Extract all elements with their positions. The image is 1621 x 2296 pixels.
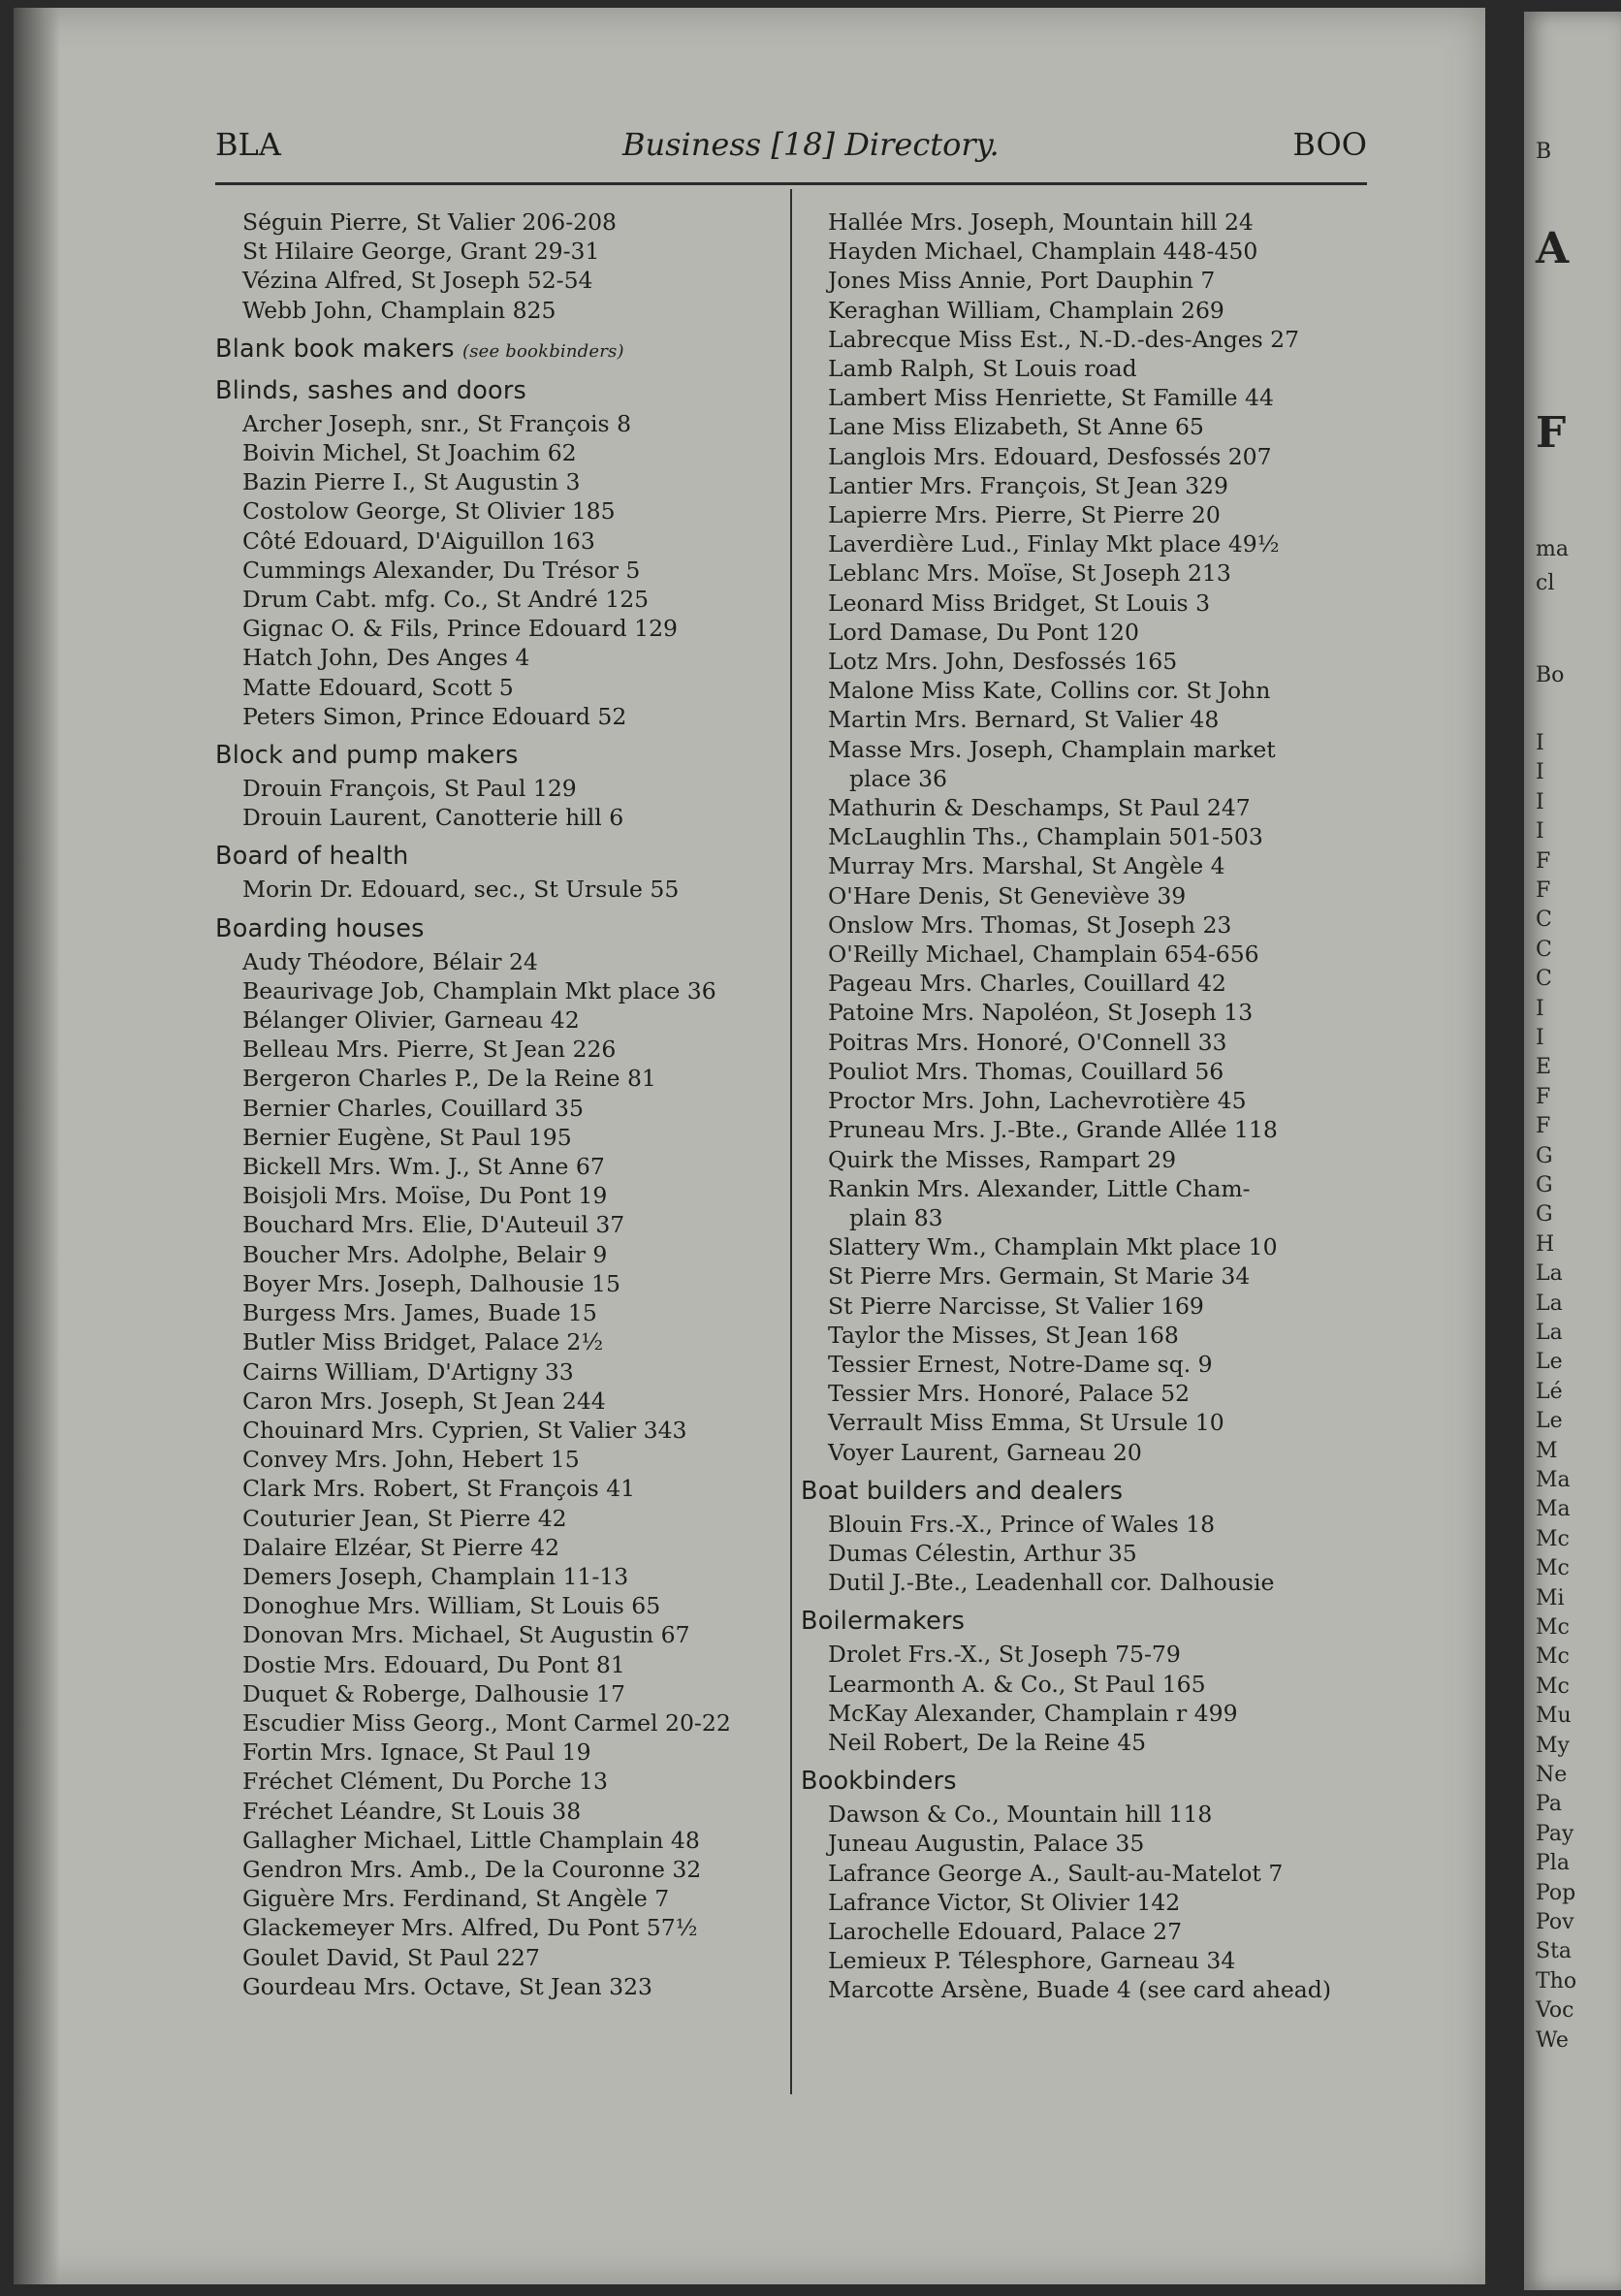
adjacent-page-text: I: [1536, 819, 1544, 845]
adjacent-page-text: Mc: [1536, 1526, 1570, 1551]
listing-entry: Lafrance George A., Sault-au-Matelot 7: [828, 1859, 1284, 1887]
listing-entry: Quirk the Misses, Rampart 29: [828, 1145, 1177, 1173]
listing-entry: Demers Joseph, Champlain 11-13: [242, 1562, 629, 1590]
adjacent-page-text: Mi: [1536, 1585, 1565, 1610]
adjacent-page-text: My: [1536, 1733, 1570, 1758]
header-left-guide: BLA: [215, 126, 281, 163]
adjacent-page-text: F: [1536, 1114, 1551, 1139]
listing-entry: Voyer Laurent, Garneau 20: [828, 1438, 1142, 1466]
section-heading-text: Boarding houses: [215, 913, 425, 943]
listing-entry: O'Hare Denis, St Geneviève 39: [828, 881, 1187, 909]
adjacent-page-text: B: [1536, 140, 1552, 164]
listing-entry: Boivin Michel, St Joachim 62: [242, 439, 577, 467]
adjacent-page-text: La: [1536, 1321, 1563, 1345]
listing-entry: Labrecque Miss Est., N.-D.-des-Anges 27: [828, 325, 1300, 353]
listing-entry: Pouliot Mrs. Thomas, Couillard 56: [828, 1057, 1224, 1085]
listing-entry: Fréchet Léandre, St Louis 38: [242, 1797, 582, 1825]
adjacent-page-text: G: [1536, 1143, 1553, 1168]
listing-entry: Drouin François, St Paul 129: [242, 775, 577, 803]
listing-entry: Neil Robert, De la Reine 45: [828, 1728, 1147, 1756]
section-heading: [801, 1767, 1373, 1796]
adjacent-page-text: Mc: [1536, 1674, 1570, 1699]
listing-entry: Glackemeyer Mrs. Alfred, Du Pont 57½: [242, 1914, 698, 1942]
adjacent-page-text: Pop: [1536, 1880, 1576, 1905]
listing-entry: Keraghan William, Champlain 269: [828, 296, 1224, 324]
adjacent-page-text: E: [1536, 1055, 1552, 1080]
listing-entry: Fréchet Clément, Du Porche 13: [242, 1768, 608, 1796]
adjacent-page-text: Pla: [1536, 1851, 1570, 1876]
running-header: [215, 126, 1367, 180]
adjacent-page-text: Ma: [1536, 1468, 1571, 1492]
listing-entry: Dutil J.-Bte., Leadenhall cor. Dalhousie: [828, 1569, 1275, 1597]
listing-entry: Langlois Mrs. Edouard, Desfossés 207: [828, 442, 1272, 470]
listing-entry: Lemieux P. Télesphore, Garneau 34: [828, 1947, 1236, 1975]
listing-entry: Masse Mrs. Joseph, Champlain market: [828, 735, 1276, 763]
listing-entry: Côté Edouard, D'Aiguillon 163: [242, 526, 595, 555]
section-heading-text: Board of health: [215, 842, 409, 872]
adjacent-page-text: Pov: [1536, 1910, 1574, 1934]
adjacent-page-text: C: [1536, 967, 1552, 992]
listing-entry: Peters Simon, Prince Edouard 52: [242, 702, 627, 730]
adjacent-page-text: I: [1536, 1026, 1544, 1050]
listing-entry: Onslow Mrs. Thomas, St Joseph 23: [828, 910, 1232, 939]
adjacent-page-text: We: [1536, 2027, 1569, 2053]
listing-entry: Proctor Mrs. John, Lachevrotière 45: [828, 1087, 1247, 1115]
listing-entry: Duquet & Roberge, Dalhousie 17: [242, 1679, 625, 1707]
adjacent-page-text: C: [1536, 908, 1552, 933]
right-column: [801, 207, 1373, 2005]
listing-entry: Lord Damase, Du Pont 120: [828, 618, 1139, 646]
listing-entry: McLaughlin Ths., Champlain 501-503: [828, 823, 1263, 851]
listing-entry: Malone Miss Kate, Collins cor. St John: [828, 677, 1271, 705]
listing-entry: Dalaire Elzéar, St Pierre 42: [242, 1533, 560, 1561]
listing-entry: Poitras Mrs. Honoré, O'Connell 33: [828, 1028, 1227, 1056]
listing-entry: Séguin Pierre, St Valier 206-208: [242, 208, 617, 236]
adjacent-page-text: Sta: [1536, 1939, 1573, 1964]
listing-entry: Belleau Mrs. Pierre, St Jean 226: [242, 1036, 617, 1064]
listing-entry: Lapierre Mrs. Pierre, St Pierre 20: [828, 501, 1221, 529]
adjacent-page-text: Mc: [1536, 1556, 1570, 1581]
listing-entry: Audy Théodore, Bélair 24: [242, 947, 538, 975]
listing-entry: Caron Mrs. Joseph, St Jean 244: [242, 1387, 606, 1415]
listing-entry: Drolet Frs.-X., St Joseph 75-79: [828, 1641, 1181, 1669]
adjacent-page-text: C: [1536, 937, 1552, 962]
listing-entry: Bélanger Olivier, Garneau 42: [242, 1006, 580, 1035]
listing-entry: Archer Joseph, snr., St François 8: [242, 409, 632, 437]
listing-entry: Jones Miss Annie, Port Dauphin 7: [828, 267, 1216, 295]
listing-continuation: plain 83: [849, 1203, 943, 1231]
header-title: Business [18] Directory.: [622, 126, 1000, 163]
listing-entry: Bickell Mrs. Wm. J., St Anne 67: [242, 1153, 605, 1181]
listing-entry: Lafrance Victor, St Olivier 142: [828, 1888, 1181, 1916]
listing-entry: Boisjoli Mrs. Moïse, Du Pont 19: [242, 1182, 608, 1210]
adjacent-page-text: ma: [1536, 537, 1569, 561]
adjacent-page-text: Pay: [1536, 1821, 1574, 1846]
page-gutter-shadow: [14, 8, 60, 2284]
adjacent-page-text: I: [1536, 789, 1544, 814]
listing-entry: Rankin Mrs. Alexander, Little Cham-: [828, 1174, 1251, 1202]
section-heading-text: Block and pump makers: [215, 741, 519, 771]
section-heading-text: Boat builders and dealers: [801, 1476, 1124, 1506]
listing-entry: Lambert Miss Henriette, St Famille 44: [828, 384, 1274, 412]
section-heading: [215, 376, 778, 405]
listing-entry: Tessier Ernest, Notre-Dame sq. 9: [828, 1350, 1213, 1378]
cross-reference-note: (see bookbinders): [462, 340, 624, 362]
listing-entry: Dawson & Co., Mountain hill 118: [828, 1801, 1213, 1829]
listing-entry: Gourdeau Mrs. Octave, St Jean 323: [242, 1972, 652, 2000]
listing-entry: Hallée Mrs. Joseph, Mountain hill 24: [828, 208, 1254, 236]
listing-entry: Hayden Michael, Champlain 448-450: [828, 238, 1258, 266]
adjacent-page-text: F: [1536, 878, 1551, 903]
listing-entry: Fortin Mrs. Ignace, St Paul 19: [242, 1738, 591, 1767]
listing-entry: Donoghue Mrs. William, St Louis 65: [242, 1592, 661, 1620]
listing-entry: St Hilaire George, Grant 29-31: [242, 238, 600, 266]
adjacent-page-text: M: [1536, 1438, 1558, 1463]
listing-entry: Taylor the Misses, St Jean 168: [828, 1321, 1179, 1349]
listing-entry: Lantier Mrs. François, St Jean 329: [828, 471, 1228, 499]
listing-entry: Drouin Laurent, Canotterie hill 6: [242, 804, 624, 832]
listing-entry: Murray Mrs. Marshal, St Angèle 4: [828, 852, 1225, 880]
listing-entry: Mathurin & Deschamps, St Paul 247: [828, 794, 1251, 822]
header-rule: [215, 182, 1367, 185]
left-column: [215, 207, 778, 2001]
adjacent-page-text: La: [1536, 1291, 1563, 1316]
listing-entry: Larochelle Edouard, Palace 27: [828, 1917, 1183, 1945]
listing-entry: Dumas Célestin, Arthur 35: [828, 1539, 1137, 1567]
adjacent-page-text: Lé: [1536, 1379, 1563, 1404]
listing-entry: Cairns William, D'Artigny 33: [242, 1357, 574, 1386]
adjacent-page-text: La: [1536, 1261, 1563, 1287]
listing-entry: St Pierre Narcisse, St Valier 169: [828, 1292, 1204, 1320]
listing-entry: Bernier Eugène, St Paul 195: [242, 1123, 572, 1151]
adjacent-page-text: I: [1536, 760, 1544, 785]
listing-entry: Slattery Wm., Champlain Mkt place 10: [828, 1233, 1278, 1261]
adjacent-page-text: cl: [1536, 571, 1555, 595]
section-heading-text: Boilermakers: [801, 1607, 966, 1637]
adjacent-page-text: F: [1536, 408, 1567, 458]
adjacent-page-text: Le: [1536, 1350, 1563, 1375]
listing-entry: Leonard Miss Bridget, St Louis 3: [828, 589, 1211, 617]
listing-entry: Drum Cabt. mfg. Co., St André 125: [242, 586, 650, 614]
listing-entry: Goulet David, St Paul 227: [242, 1943, 540, 1971]
section-heading: [215, 741, 778, 770]
listing-entry: Escudier Miss Georg., Mont Carmel 20-22: [242, 1708, 731, 1737]
adjacent-page-text: Mc: [1536, 1644, 1570, 1670]
listing-entry: Marcotte Arsène, Buade 4 (see card ahead): [828, 1976, 1331, 2004]
listing-entry: St Pierre Mrs. Germain, St Marie 34: [828, 1262, 1251, 1291]
listing-entry: Burgess Mrs. James, Buade 15: [242, 1299, 597, 1327]
adjacent-page-text: Mu: [1536, 1704, 1572, 1729]
listing-entry: Butler Miss Bridget, Palace 2½: [242, 1328, 604, 1356]
listing-entry: O'Reilly Michael, Champlain 654-656: [828, 941, 1259, 969]
adjacent-page-text: Tho: [1536, 1968, 1577, 1993]
listing-entry: Lotz Mrs. John, Desfossés 165: [828, 648, 1178, 676]
adjacent-page-text: Mc: [1536, 1615, 1570, 1640]
adjacent-page-text: H: [1536, 1231, 1555, 1257]
adjacent-page-fragment: [1524, 12, 1621, 2290]
listing-entry: Bouchard Mrs. Elie, D'Auteuil 37: [242, 1211, 625, 1239]
listing-entry: Learmonth A. & Co., St Paul 165: [828, 1670, 1206, 1698]
listing-entry: Verrault Miss Emma, St Ursule 10: [828, 1409, 1224, 1437]
listing-entry: Dostie Mrs. Edouard, Du Pont 81: [242, 1650, 625, 1678]
listing-entry: Hatch John, Des Anges 4: [242, 644, 530, 672]
section-heading: [801, 1477, 1373, 1506]
listing-entry: Convey Mrs. John, Hebert 15: [242, 1446, 580, 1474]
listing-entry: Gallagher Michael, Little Champlain 48: [242, 1826, 700, 1854]
listing-entry: Boyer Mrs. Joseph, Dalhousie 15: [242, 1269, 620, 1297]
listing-entry: Chouinard Mrs. Cyprien, St Valier 343: [242, 1416, 687, 1444]
adjacent-page-text: Ma: [1536, 1497, 1571, 1522]
adjacent-page-text: F: [1536, 848, 1551, 874]
listing-entry: Bergeron Charles P., De la Reine 81: [242, 1065, 656, 1093]
adjacent-page-text: I: [1536, 731, 1544, 755]
listing-entry: Boucher Mrs. Adolphe, Belair 9: [242, 1240, 608, 1268]
listing-entry: Gendron Mrs. Amb., De la Couronne 32: [242, 1855, 702, 1883]
listing-entry: Bazin Pierre I., St Augustin 3: [242, 468, 581, 496]
header-right-guide: BOO: [1292, 126, 1367, 163]
section-heading-text: Blank book makers: [215, 334, 455, 364]
listing-entry: Patoine Mrs. Napoléon, St Joseph 13: [828, 999, 1254, 1027]
adjacent-page-text: A: [1536, 224, 1570, 273]
adjacent-page-text: G: [1536, 1202, 1553, 1228]
listing-entry: Lane Miss Elizabeth, St Anne 65: [828, 413, 1204, 441]
section-heading: [215, 335, 778, 367]
adjacent-page-text: Voc: [1536, 1998, 1574, 2024]
adjacent-page-text: Le: [1536, 1409, 1563, 1434]
adjacent-page-text: Bo: [1536, 663, 1565, 687]
section-heading-text: Bookbinders: [801, 1767, 957, 1797]
listing-entry: Couturier Jean, St Pierre 42: [242, 1504, 567, 1532]
listing-entry: Lamb Ralph, St Louis road: [828, 355, 1137, 383]
section-heading: [801, 1607, 1373, 1636]
adjacent-page-text: G: [1536, 1173, 1553, 1197]
listing-entry: Tessier Mrs. Honoré, Palace 52: [828, 1380, 1191, 1408]
listing-entry: Pruneau Mrs. J.-Bte., Grande Allée 118: [828, 1116, 1278, 1144]
adjacent-page-text: F: [1536, 1084, 1551, 1109]
listing-entry: Costolow George, St Olivier 185: [242, 497, 616, 526]
adjacent-page-text: I: [1536, 996, 1544, 1021]
section-heading: [215, 914, 778, 943]
listing-entry: Cummings Alexander, Du Trésor 5: [242, 556, 641, 584]
section-heading: [215, 842, 778, 871]
listing-entry: Blouin Frs.-X., Prince of Wales 18: [828, 1510, 1216, 1538]
listing-entry: Gignac O. & Fils, Prince Edouard 129: [242, 615, 678, 643]
listing-entry: Matte Edouard, Scott 5: [242, 673, 514, 701]
adjacent-page-text: Ne: [1536, 1763, 1568, 1787]
listing-entry: Pageau Mrs. Charles, Couillard 42: [828, 970, 1226, 998]
listing-continuation: place 36: [849, 764, 948, 792]
listing-entry: Webb John, Champlain 825: [242, 296, 556, 324]
adjacent-page-text: Pa: [1536, 1792, 1562, 1817]
listing-entry: Clark Mrs. Robert, St François 41: [242, 1475, 636, 1503]
listing-entry: Leblanc Mrs. Moïse, St Joseph 213: [828, 559, 1231, 588]
listing-entry: Martin Mrs. Bernard, St Valier 48: [828, 706, 1220, 734]
listing-entry: Vézina Alfred, St Joseph 52-54: [242, 267, 593, 295]
column-divider: [790, 189, 792, 2094]
listing-entry: Donovan Mrs. Michael, St Augustin 67: [242, 1621, 690, 1649]
listing-entry: McKay Alexander, Champlain r 499: [828, 1699, 1238, 1727]
listing-entry: Beaurivage Job, Champlain Mkt place 36: [242, 976, 716, 1004]
listing-entry: Morin Dr. Edouard, sec., St Ursule 55: [242, 876, 680, 904]
section-heading-text: Blinds, sashes and doors: [215, 375, 526, 405]
listing-entry: Laverdière Lud., Finlay Mkt place 49½: [828, 530, 1280, 558]
listing-entry: Juneau Augustin, Palace 35: [828, 1830, 1145, 1858]
listing-entry: Bernier Charles, Couillard 35: [242, 1094, 584, 1122]
listing-entry: Giguère Mrs. Ferdinand, St Angèle 7: [242, 1885, 670, 1913]
